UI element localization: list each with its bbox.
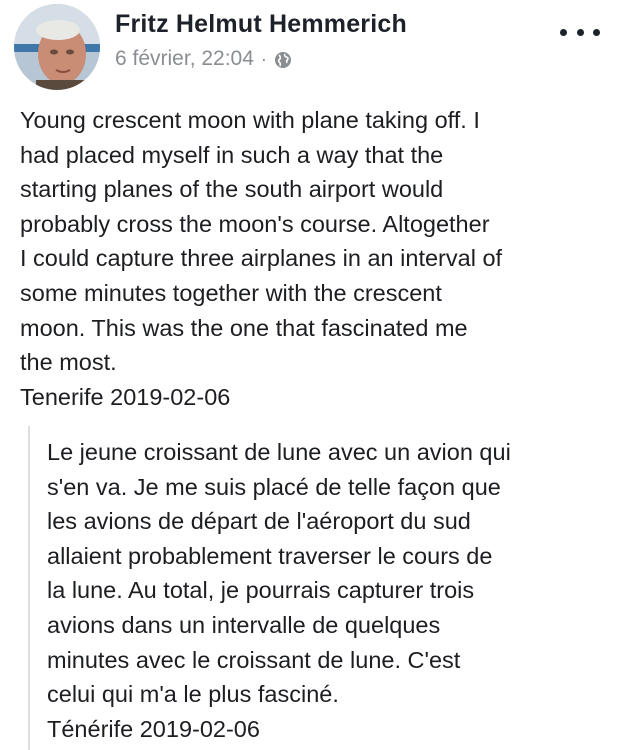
post-header [0, 0, 622, 96]
translation-text-line: Le jeune croissant de lune avec un avion qui [47, 439, 511, 465]
translation-text-line: minutes avec le croissant de lune. C'est [47, 646, 461, 673]
post-body [20, 103, 610, 414]
post-text-line: Young crescent moon with plane taking off. I [20, 107, 480, 133]
translation-text-line: allaient probablement traverser le cours de [47, 542, 493, 569]
post-text-line: the most. [20, 349, 117, 376]
post-text-line: had placed myself in such a way that the [20, 141, 444, 168]
translation-text-line: celui qui m'a le plus fasciné. [47, 681, 339, 708]
post-text-line: moon. This was the one that fascinated me [20, 314, 468, 341]
translation-location-date: Ténérife 2019-02-06 [47, 715, 260, 742]
meta-separator: · [260, 48, 267, 69]
globe-icon[interactable] [274, 51, 292, 69]
translation-block [28, 426, 622, 750]
post-text-line: I could capture three airplanes in an interval of [20, 245, 503, 272]
author-name[interactable]: Fritz Helmut Hemmerich [115, 10, 407, 38]
translation-text-line: s'en va. Je me suis placé de telle façon que [47, 473, 501, 500]
post-text-line: probably cross the moon's course. Altogether [20, 210, 490, 237]
post-text-line: starting planes of the south airport would [20, 176, 444, 203]
avatar-photo [14, 4, 100, 90]
more-options-icon[interactable] [560, 22, 600, 42]
translation-text-line: avions dans un intervalle de quelques [47, 611, 441, 638]
post-location-date: Tenerife 2019-02-06 [20, 383, 231, 410]
translation-text-line: les avions de départ de l'aéroport du sud [47, 508, 471, 535]
post-meta [115, 47, 292, 71]
translation-text-line: la lune. Au total, je pourrais capturer trois [47, 577, 475, 604]
avatar[interactable] [14, 4, 100, 90]
post-text-line: some minutes together with the crescent [20, 279, 442, 306]
post-timestamp[interactable]: 6 février, 22:04 [115, 47, 254, 70]
